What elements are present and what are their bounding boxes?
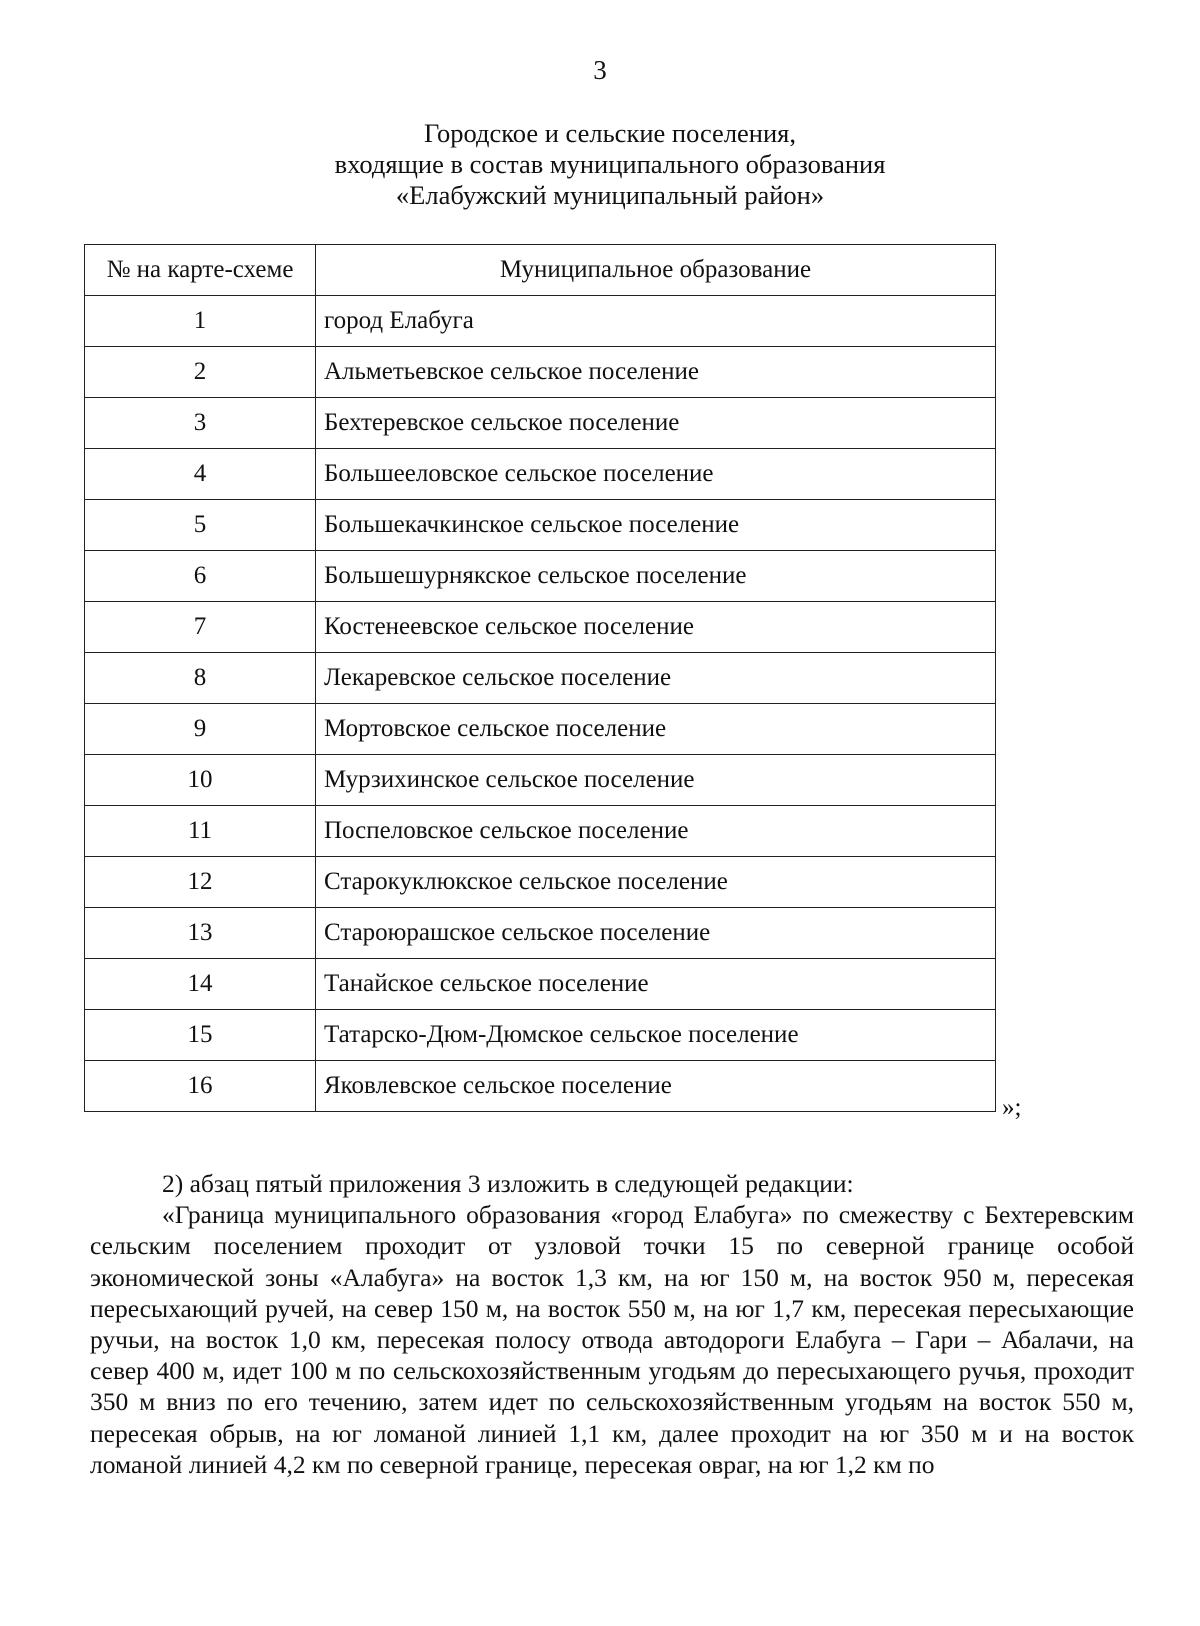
paragraph-amendment-intro: 2) абзац пятый приложения 3 изложить в следующей редакции: bbox=[162, 1169, 854, 1198]
row-municipality: Мортовское сельское поселение bbox=[316, 704, 996, 755]
row-municipality: Большешурнякское сельское поселение bbox=[316, 551, 996, 602]
title-line-2: входящие в состав муниципального образования bbox=[334, 149, 886, 179]
row-number: 5 bbox=[85, 500, 316, 551]
table-header-row bbox=[85, 245, 996, 296]
row-municipality: Большееловское сельское поселение bbox=[316, 449, 996, 500]
row-number: 10 bbox=[85, 755, 316, 806]
row-municipality: Танайское сельское поселение bbox=[316, 959, 996, 1010]
row-number: 11 bbox=[85, 806, 316, 857]
table-row bbox=[85, 653, 996, 704]
table-row bbox=[85, 602, 996, 653]
table-row bbox=[85, 959, 996, 1010]
row-municipality: Костенеевское сельское поселение bbox=[316, 602, 996, 653]
header-map-number: № на карте-схеме bbox=[85, 245, 316, 296]
page-number: 3 bbox=[593, 55, 607, 85]
header-municipality: Муниципальное образование bbox=[316, 245, 996, 296]
row-number: 9 bbox=[85, 704, 316, 755]
row-municipality: Поспеловское сельское поселение bbox=[316, 806, 996, 857]
row-number: 3 bbox=[85, 398, 316, 449]
row-number: 14 bbox=[85, 959, 316, 1010]
table-row bbox=[85, 398, 996, 449]
row-number: 6 bbox=[85, 551, 316, 602]
row-municipality: Яковлевское сельское поселение bbox=[316, 1061, 996, 1112]
row-number: 12 bbox=[85, 857, 316, 908]
row-number: 2 bbox=[85, 347, 316, 398]
row-municipality: Староюрашское сельское поселение bbox=[316, 908, 996, 959]
table-row bbox=[85, 857, 996, 908]
table-row bbox=[85, 500, 996, 551]
table-row bbox=[85, 755, 996, 806]
row-number: 15 bbox=[85, 1010, 316, 1061]
amendment-text bbox=[90, 1168, 1134, 1480]
table-row bbox=[85, 551, 996, 602]
table-row bbox=[85, 908, 996, 959]
row-municipality: Лекаревское сельское поселение bbox=[316, 653, 996, 704]
row-number: 16 bbox=[85, 1061, 316, 1112]
title-line-1: Городское и сельские поселения, bbox=[424, 118, 796, 148]
paragraph-border-description: «Граница муниципального образования «город Елабуга» по смежеству с Бехтеревским сельским поселением проходит от узловой точки 15 по северной границе особой экономической зоны «Алабуга» на восток 1,3 км, на юг 150 м, на восток 950 м, пересекая пересыхающий ручей, на север 150 м, на восток 550 м, на юг 1,7 км, пересекая пересыхающие ручьи, на восток 1,0 км, пересекая полосу отвода автодороги Елабуга – Гари – Абалачи, на север 400 м, идет 100 м по сельскохозяйственным угодьям до пересыхающего ручья, проходит 350 м вниз по его течению, затем идет по сельскохозяйственным угодьям на восток 550 м, пересекая обрыв, на юг ломаной линией 1,1 км, далее проходит на юг 350 м и на восток ломаной линией 4,2 км по северной границе, пересекая овраг, на юг 1,2 км по bbox=[90, 1200, 1134, 1479]
row-municipality: Большекачкинское сельское поселение bbox=[316, 500, 996, 551]
row-number: 1 bbox=[85, 296, 316, 347]
row-municipality: город Елабуга bbox=[316, 296, 996, 347]
row-number: 7 bbox=[85, 602, 316, 653]
settlements-table bbox=[84, 244, 996, 1112]
table-row bbox=[85, 704, 996, 755]
row-number: 4 bbox=[85, 449, 316, 500]
table-row bbox=[85, 449, 996, 500]
closing-quote-mark: »; bbox=[1002, 1094, 1022, 1121]
row-municipality: Бехтеревское сельское поселение bbox=[316, 398, 996, 449]
row-municipality: Татарско-Дюм-Дюмское сельское поселение bbox=[316, 1010, 996, 1061]
row-number: 13 bbox=[85, 908, 316, 959]
row-municipality: Старокуклюкское сельское поселение bbox=[316, 857, 996, 908]
table-row bbox=[85, 1061, 996, 1112]
title-line-3: «Елабужский муниципальный район» bbox=[395, 180, 825, 210]
table-row bbox=[85, 347, 996, 398]
table-row bbox=[85, 1010, 996, 1061]
row-municipality: Мурзихинское сельское поселение bbox=[316, 755, 996, 806]
table-row bbox=[85, 296, 996, 347]
table-row bbox=[85, 806, 996, 857]
document-title bbox=[180, 118, 1040, 211]
row-number: 8 bbox=[85, 653, 316, 704]
row-municipality: Альметьевское сельское поселение bbox=[316, 347, 996, 398]
